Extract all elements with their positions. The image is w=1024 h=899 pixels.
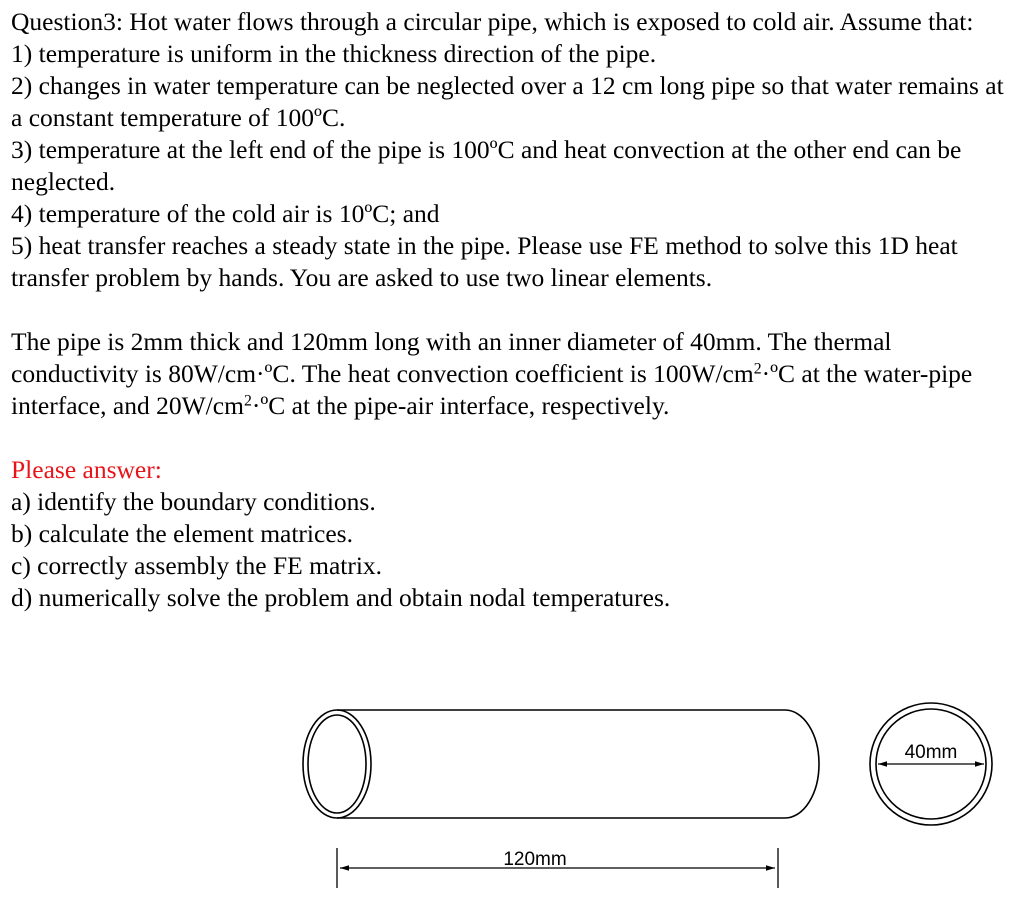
pipe-figure	[295, 698, 1005, 893]
length-label: 120mm	[503, 849, 567, 870]
question-intro-text: : Hot water flows through a circular pipe, which is exposed to cold air. Assume that:	[115, 7, 974, 36]
pipe-inner-end	[308, 715, 366, 813]
pipe-description	[11, 326, 1013, 422]
spacer	[11, 294, 1013, 326]
superscript-2: 2	[243, 392, 252, 410]
task-a: a) identify the boundary conditions.	[11, 487, 376, 516]
spacer	[11, 422, 1013, 454]
pipe-diagram	[295, 698, 1005, 893]
assumption-3: 3) temperature at the left end of the pipe is 100ºC and heat convection at the other end can be neglected.	[11, 135, 962, 196]
question-intro	[11, 6, 1013, 38]
assumption-1: 1) temperature is uniform in the thickness direction of the pipe.	[11, 39, 657, 68]
problem-document	[11, 6, 1013, 614]
task-b: b) calculate the element matrices.	[11, 519, 353, 548]
assumption-5: 5) heat transfer reaches a steady state in the pipe. Please use FE method to solve this 1D heat transfer problem by hands. You are asked to use two linear elements.	[11, 231, 958, 292]
description-part-3: ·ºC at the pipe-air interface, respectively.	[251, 391, 670, 420]
answer-heading: Please answer:	[11, 455, 162, 484]
pipe-side-view	[303, 710, 819, 818]
description-part-2: ·ºC at the water-pipe interface, and 20W/cm	[11, 359, 973, 420]
pipe-outer-end	[303, 710, 371, 818]
superscript-1: 2	[753, 360, 762, 378]
assumption-2: 2) changes in water temperature can be neglected over a 12 cm long pipe so that water remains at a constant temperature of 100ºC.	[11, 71, 1004, 132]
diameter-label: 40mm	[904, 742, 958, 763]
description-part-1: The pipe is 2mm thick and 120mm long with an inner diameter of 40mm. The thermal conductivity is 80W/cm·ºC. The heat convection coefficient is 100W/cm	[11, 327, 892, 388]
pipe-right-end	[785, 710, 819, 818]
pipe-cross-section	[870, 703, 992, 825]
task-c: c) correctly assembly the FE matrix.	[11, 551, 383, 580]
question-title: Question3	[11, 7, 116, 36]
task-d: d) numerically solve the problem and obtain nodal temperatures.	[11, 583, 671, 612]
assumption-4: 4) temperature of the cold air is 10ºC; and	[11, 199, 440, 228]
